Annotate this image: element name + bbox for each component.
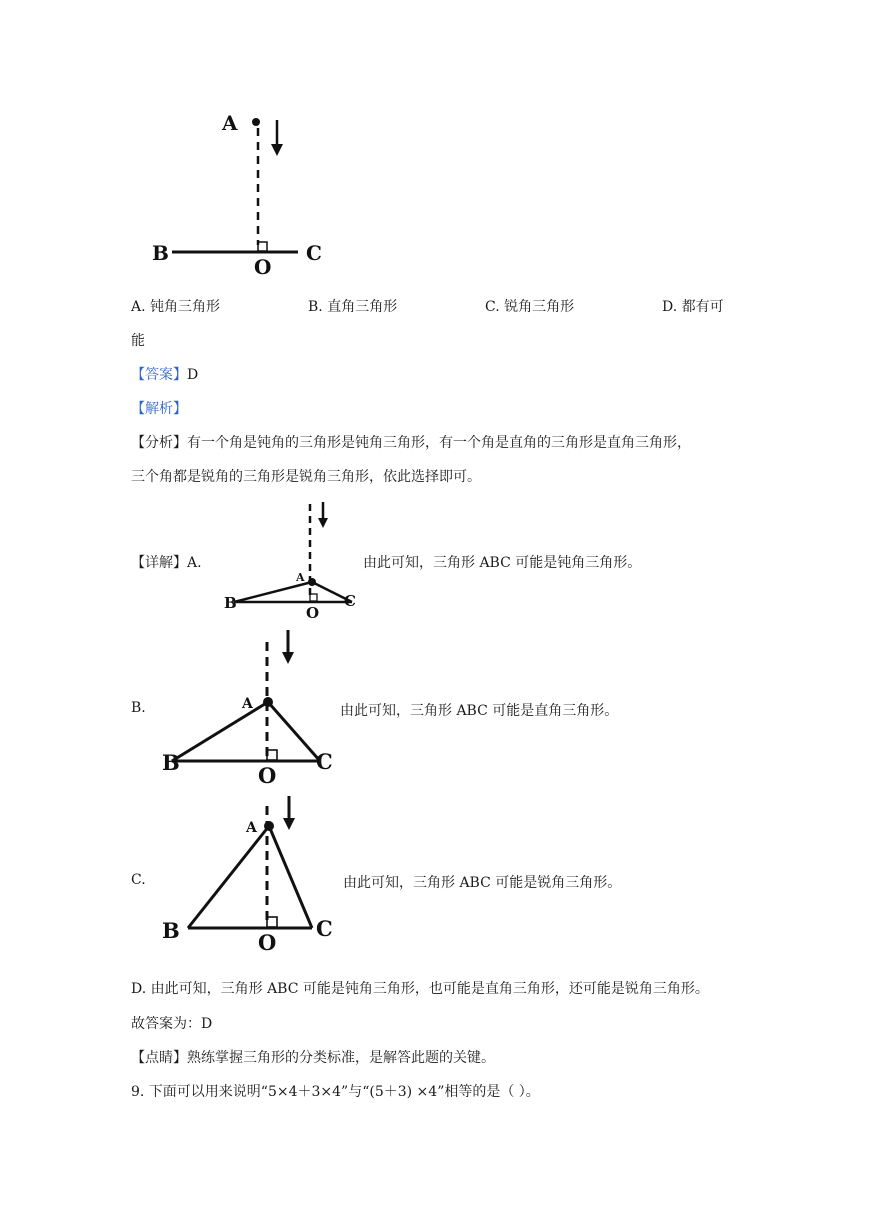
detail-a-label: A. — [187, 555, 202, 571]
fig-c-label-o: O — [258, 930, 277, 955]
detail-c-label: C. — [131, 872, 146, 888]
figure-b-right — [158, 628, 340, 790]
answer-value: D — [187, 367, 199, 383]
option-d: D. 都有可 — [662, 299, 724, 315]
fenxi-line2: 三个角都是锐角的三角形是锐角三角形，依此选择即可。 — [131, 469, 481, 485]
dianjing-tag: 【点睛】 — [131, 1050, 187, 1066]
option-d-wrap: 能 — [131, 333, 145, 349]
fenxi-tag: 【分析】 — [131, 435, 187, 451]
top-figure-point-a — [252, 118, 260, 126]
detail-c-text: 由此可知，三角形 ABC 可能是锐角三角形。 — [343, 875, 622, 891]
fig-a-label-a: A — [296, 571, 305, 584]
fenxi-line1 — [131, 432, 691, 452]
fig-b-label-o: O — [258, 763, 277, 788]
dianjing-line — [131, 1047, 495, 1067]
fig-c-label-b: B — [162, 918, 180, 943]
conclusion: 故答案为：D — [131, 1016, 213, 1032]
option-c: C. 锐角三角形 — [485, 299, 575, 315]
detail-a-label-line — [131, 552, 202, 572]
detail-a-text: 由此可知，三角形 ABC 可能是钝角三角形。 — [363, 555, 642, 571]
top-figure-label-b: B — [152, 241, 169, 265]
fig-c-label-a: A — [246, 820, 257, 836]
top-figure-label-o: O — [254, 255, 272, 278]
analysis-tag: 【解析】 — [131, 401, 187, 417]
answer-tag: 【答案】 — [131, 367, 187, 383]
fig-c-label-c: C — [316, 916, 333, 941]
question-9: 9. 下面可以用来说明“5×4＋3×4”与“(5＋3) ×4”相等的是（ ）。 — [131, 1084, 540, 1100]
detail-tag: 【详解】 — [131, 555, 187, 571]
option-b: B. 直角三角形 — [308, 299, 398, 315]
fig-a-label-o: O — [306, 604, 320, 622]
option-a: A. 钝角三角形 — [131, 299, 221, 315]
fig-b-label-a: A — [242, 696, 253, 712]
top-figure-right-angle-mark — [258, 242, 267, 251]
top-figure-label-c: C — [306, 241, 322, 265]
figure-a-obtuse — [222, 498, 362, 623]
detail-b-text: 由此可知，三角形 ABC 可能是直角三角形。 — [340, 703, 619, 719]
top-figure-arrow-head — [271, 144, 283, 156]
detail-b-label: B. — [131, 700, 146, 716]
dianjing-text: 熟练掌握三角形的分类标准，是解答此题的关键。 — [187, 1050, 495, 1066]
fig-b-label-b: B — [162, 750, 180, 775]
answer-line — [131, 364, 198, 384]
fig-a-label-b: B — [224, 594, 237, 612]
fenxi-text-1: 有一个角是钝角的三角形是钝角三角形，有一个角是直角的三角形是直角三角形， — [187, 435, 691, 451]
fig-a-label-c: C — [344, 592, 356, 610]
top-figure — [150, 108, 340, 278]
fig-b-label-c: C — [316, 749, 333, 774]
figure-c-acute — [158, 792, 340, 957]
top-figure-label-a: A — [222, 111, 238, 135]
detail-d-text: D. 由此可知，三角形 ABC 可能是钝角三角形，也可能是直角三角形，还可能是锐角三角形。 — [131, 981, 709, 997]
